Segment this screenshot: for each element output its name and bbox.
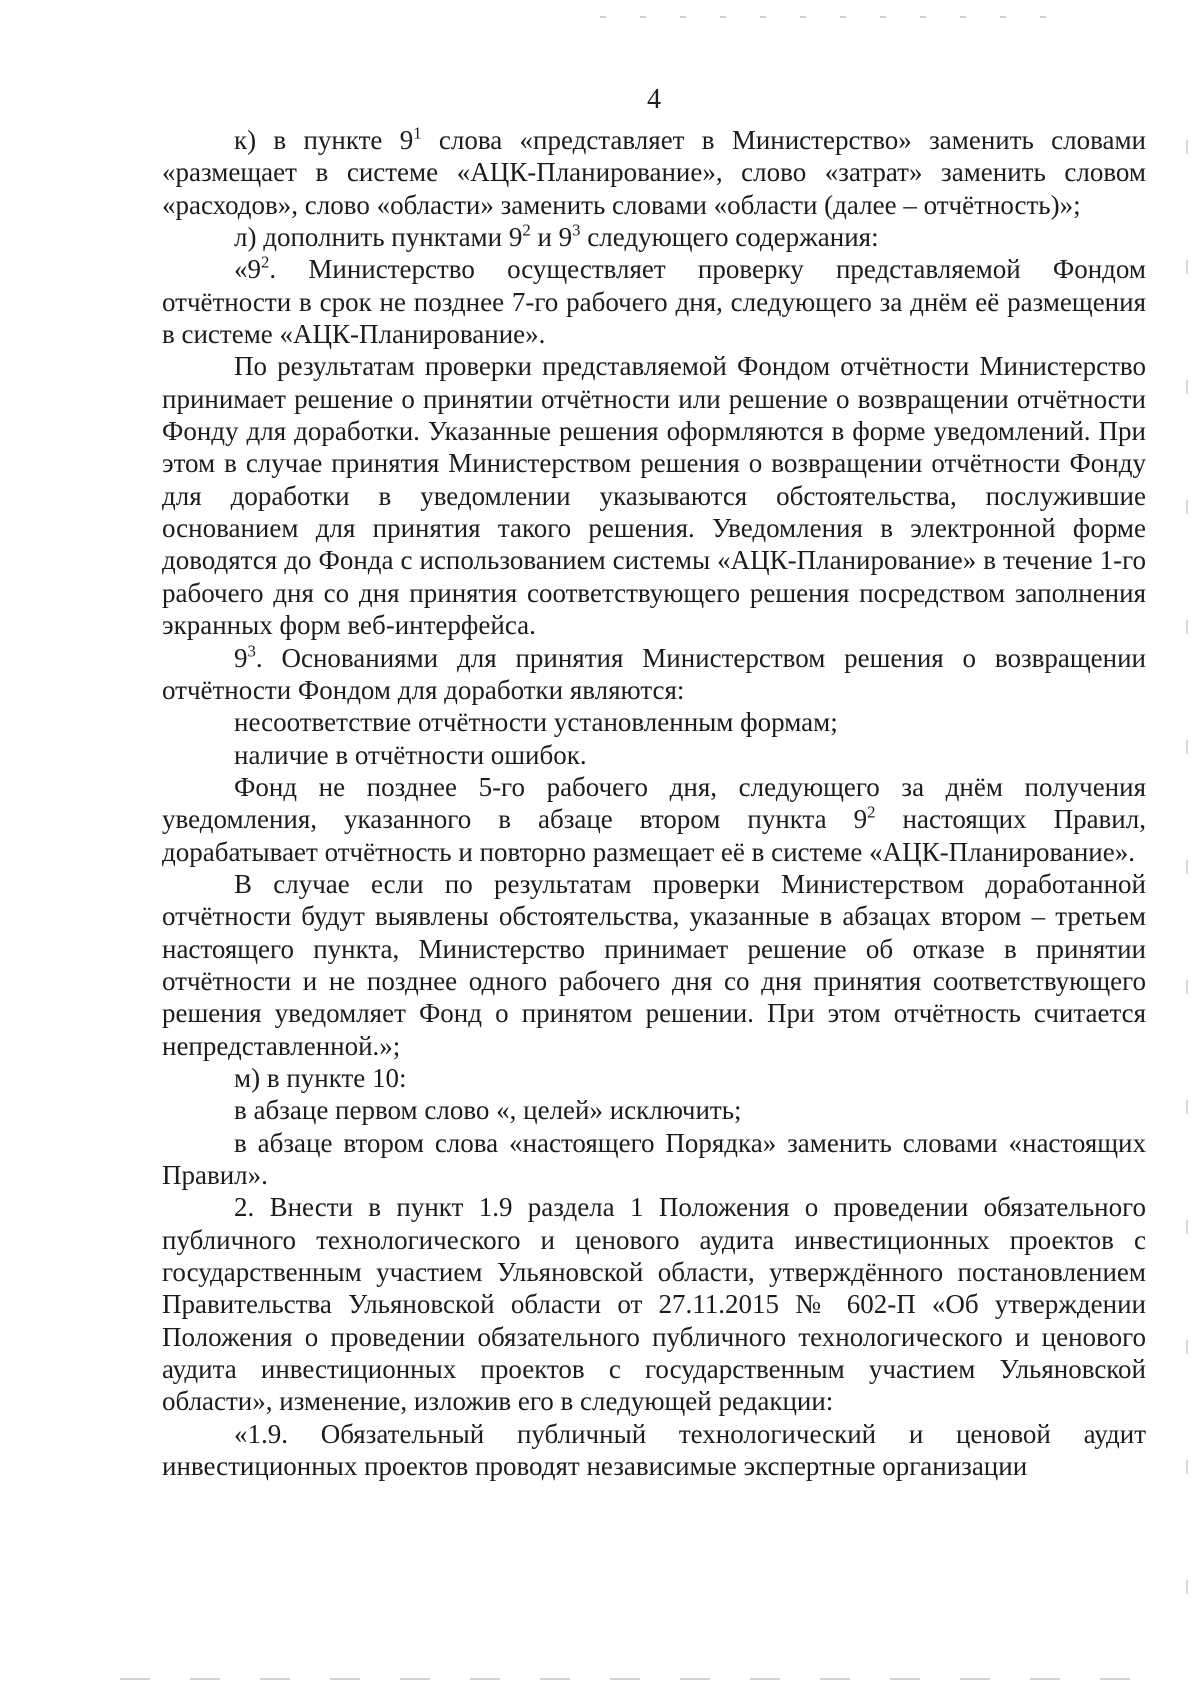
text-run: следующего содержания: [580, 222, 879, 253]
text-run: . Основаниями для принятия Министерством решения о возвращении отчётности Фондом для доработки являются: [162, 642, 1146, 705]
paragraph-m [162, 1062, 1146, 1094]
paragraph-errors [162, 739, 1146, 771]
text-run: В случае если по результатам проверки Министерством доработанной отчётности будут выявлены обстоятельства, указанные в абзацах втором – третьем настоящего пункта, Министерство принимает решение об отказе в принятии отчётности и не позднее одного рабочего дня со дня принятия соответствующего решения уведомляет Фонд о принятом решении. При этом отчётность считается непредставленной.»; [162, 868, 1146, 1061]
superscript-index: 2 [522, 220, 531, 240]
superscript-index: 2 [261, 253, 270, 272]
text-run: «1.9. Обязательный публичный технологический и ценовой аудит инвестиционных проектов проводят независимые экспертные организации [162, 1418, 1146, 1482]
text-run: к) в пункте 9 [234, 125, 414, 155]
text-run: в абзаце втором слова «настоящего Порядка» заменить словами «настоящих Правил». [162, 1127, 1146, 1190]
text-run: . Министерство осуществляет проверку представляемой Фондом отчётности в срок не позднее 7-го рабочего дня, следующего за днём её размещения в системе «АЦК-Планирование». [162, 254, 1146, 350]
scan-edge-marks-bottom [120, 1678, 1170, 1680]
paragraph-k [162, 124, 1146, 221]
text-run: По результатам проверки представляемой Фондом отчётности Министерство принимает решение о принятии отчётности или решение о возвращении отчётности Фонду для доработки. Указанные решения оформляются в форме уведомлений. При этом в случае принятия Министерством решения о возвращении отчётности Фонду для доработки в уведомлении указываются обстоятельства, послужившие основанием для принятия такого решения. Уведомления в электронной форме доводятся до Фонда с использованием системы «АЦК-Планирование» в течение 1-го рабочего дня со дня принятия соответствующего решения посредством заполнения экранных форм веб-интерфейса. [162, 351, 1146, 641]
text-run: и 9 [530, 222, 573, 253]
text-run: л) дополнить пунктами 9 [234, 222, 523, 253]
document-body [162, 124, 1146, 1482]
superscript-index: 2 [867, 802, 876, 822]
text-run: наличие в отчётности ошибок. [234, 739, 587, 770]
superscript-index: 3 [572, 220, 581, 240]
paragraph-2 [162, 1191, 1146, 1417]
text-run: несоответствие отчётности установленным формам; [234, 707, 838, 738]
superscript-index: 3 [247, 641, 256, 661]
page-number: 4 [647, 84, 661, 115]
text-run: 9 [234, 642, 248, 673]
text-run: 2. Внести в пункт 1.9 раздела 1 Положения о проведении обязательного публичного технологического и ценового аудита инвестиционных проектов с государственным участием Ульяновской области, утверждённого постановлением Правительства Ульяновской области от 27.11.2015 № 602-П «Об утверждении Положения о проведении обязательного публичного технологического и ценового аудита инвестиционных проектов с государственным участием Ульяновской области», изменение, изложив его в следующей редакции: [162, 1192, 1146, 1417]
paragraph-93 [162, 642, 1146, 707]
text-run: в абзаце первом слово «, целей» исключить; [234, 1095, 742, 1126]
scan-edge-marks-top [600, 16, 1080, 18]
paragraph-19 [162, 1418, 1146, 1483]
paragraph-92 [162, 253, 1146, 350]
paragraph-mismatch [162, 706, 1146, 738]
paragraph-results [162, 350, 1146, 641]
scan-edge-marks-right [1186, 140, 1188, 1640]
text-run: слова «представляет в Министерство» заменить словами «размещает в системе «АЦК-Планирование», слово «затрат» заменить словом «расходов», слово «области» заменить словами «области (далее – отчётность)»; [162, 125, 1146, 220]
text-run: Фонд не позднее 5-го рабочего дня, следующего за днём получения уведомления, указанного в абзаце втором пункта 9 [162, 771, 1146, 835]
superscript-index: 1 [413, 123, 422, 143]
text-run: м) в пункте 10: [234, 1062, 407, 1093]
text-run: настоящих Правил, дорабатывает отчётность и повторно размещает её в системе «АЦК-Планирование». [162, 804, 1146, 867]
paragraph-m2 [162, 1127, 1146, 1192]
text-run: «9 [234, 254, 261, 285]
paragraph-case [162, 868, 1146, 1062]
paragraph-fund [162, 771, 1146, 868]
paragraph-m1 [162, 1094, 1146, 1126]
paragraph-l [162, 221, 1146, 253]
